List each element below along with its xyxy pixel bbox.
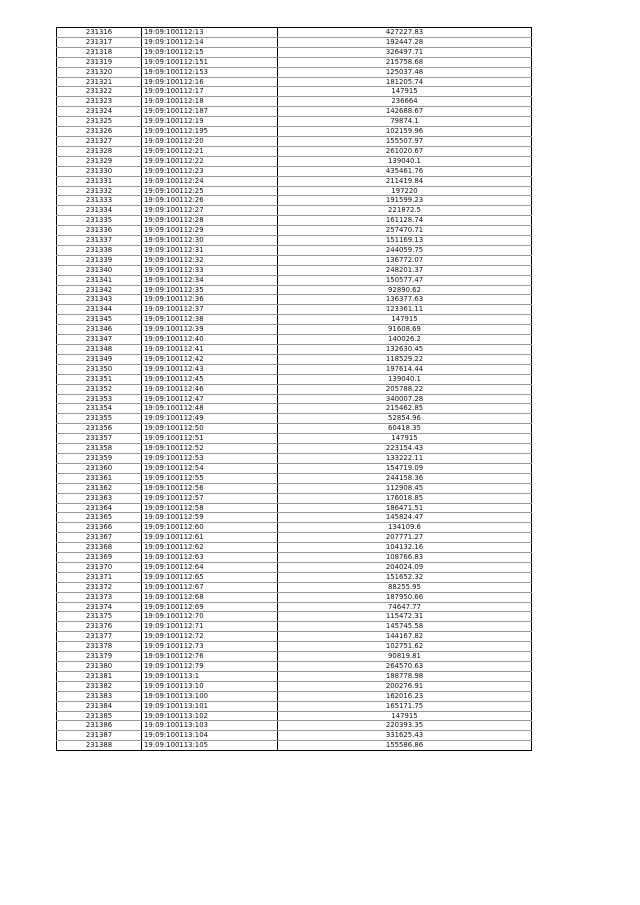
value-cell: 140026.2 <box>278 335 532 345</box>
table-row <box>57 374 532 384</box>
row-number-cell: 231355 <box>57 414 142 424</box>
value-cell: 144167.82 <box>278 632 532 642</box>
table-row <box>57 87 532 97</box>
table-row <box>57 57 532 67</box>
value-cell: 248201.37 <box>278 265 532 275</box>
table-row <box>57 493 532 503</box>
cadastral-number-cell: 19:09:100113:1 <box>142 671 278 681</box>
value-cell: 223154.43 <box>278 444 532 454</box>
cadastral-number-cell: 19:09:100112:72 <box>142 632 278 642</box>
value-cell: 191599.23 <box>278 196 532 206</box>
row-number-cell: 231341 <box>57 275 142 285</box>
table-row <box>57 166 532 176</box>
table-row <box>57 533 532 543</box>
table-row <box>57 216 532 226</box>
table-row <box>57 434 532 444</box>
table-row <box>57 632 532 642</box>
row-number-cell: 231322 <box>57 87 142 97</box>
table-row <box>57 265 532 275</box>
table-row <box>57 483 532 493</box>
row-number-cell: 231334 <box>57 206 142 216</box>
row-number-cell: 231336 <box>57 226 142 236</box>
value-cell: 151652.32 <box>278 572 532 582</box>
value-cell: 139040.1 <box>278 374 532 384</box>
row-number-cell: 231344 <box>57 305 142 315</box>
cadastral-number-cell: 19:09:100112:62 <box>142 543 278 553</box>
value-cell: 162016.23 <box>278 691 532 701</box>
cadastral-number-cell: 19:09:100112:67 <box>142 582 278 592</box>
data-table <box>56 27 532 751</box>
value-cell: 151169.13 <box>278 236 532 246</box>
row-number-cell: 231381 <box>57 671 142 681</box>
row-number-cell: 231320 <box>57 67 142 77</box>
row-number-cell: 231362 <box>57 483 142 493</box>
value-cell: 331625.43 <box>278 731 532 741</box>
row-number-cell: 231323 <box>57 97 142 107</box>
value-cell: 147915 <box>278 315 532 325</box>
cadastral-number-cell: 19:09:100112:19 <box>142 117 278 127</box>
cadastral-number-cell: 19:09:100112:43 <box>142 364 278 374</box>
value-cell: 102159.96 <box>278 127 532 137</box>
table-row <box>57 572 532 582</box>
cadastral-number-cell: 19:09:100112:46 <box>142 384 278 394</box>
cadastral-number-cell: 19:09:100112:42 <box>142 354 278 364</box>
cadastral-number-cell: 19:09:100112:33 <box>142 265 278 275</box>
table-row <box>57 236 532 246</box>
cadastral-number-cell: 19:09:100112:29 <box>142 226 278 236</box>
table-row <box>57 543 532 553</box>
value-cell: 142688.67 <box>278 107 532 117</box>
cadastral-number-cell: 19:09:100112:79 <box>142 662 278 672</box>
value-cell: 435461.76 <box>278 166 532 176</box>
row-number-cell: 231350 <box>57 364 142 374</box>
value-cell: 79874.1 <box>278 117 532 127</box>
cadastral-number-cell: 19:09:100112:55 <box>142 473 278 483</box>
table-row <box>57 384 532 394</box>
table-row <box>57 503 532 513</box>
cadastral-number-cell: 19:09:100113:103 <box>142 721 278 731</box>
table-row <box>57 553 532 563</box>
row-number-cell: 231340 <box>57 265 142 275</box>
row-number-cell: 231372 <box>57 582 142 592</box>
cadastral-number-cell: 19:09:100113:104 <box>142 731 278 741</box>
row-number-cell: 231359 <box>57 453 142 463</box>
value-cell: 261020.67 <box>278 146 532 156</box>
value-cell: 136377.63 <box>278 295 532 305</box>
row-number-cell: 231329 <box>57 156 142 166</box>
table-row <box>57 325 532 335</box>
table-row <box>57 285 532 295</box>
row-number-cell: 231387 <box>57 731 142 741</box>
row-number-cell: 231373 <box>57 592 142 602</box>
row-number-cell: 231345 <box>57 315 142 325</box>
cadastral-number-cell: 19:09:100112:18 <box>142 97 278 107</box>
value-cell: 145745.58 <box>278 622 532 632</box>
cadastral-number-cell: 19:09:100112:71 <box>142 622 278 632</box>
table-row <box>57 295 532 305</box>
table-row <box>57 226 532 236</box>
table-row <box>57 691 532 701</box>
row-number-cell: 231335 <box>57 216 142 226</box>
table-row <box>57 47 532 57</box>
row-number-cell: 231324 <box>57 107 142 117</box>
cadastral-number-cell: 19:09:100112:41 <box>142 345 278 355</box>
row-number-cell: 231349 <box>57 354 142 364</box>
value-cell: 125037.48 <box>278 67 532 77</box>
cadastral-number-cell: 19:09:100112:34 <box>142 275 278 285</box>
value-cell: 176018.85 <box>278 493 532 503</box>
row-number-cell: 231379 <box>57 652 142 662</box>
row-number-cell: 231369 <box>57 553 142 563</box>
value-cell: 181205.74 <box>278 77 532 87</box>
row-number-cell: 231378 <box>57 642 142 652</box>
table-row <box>57 562 532 572</box>
table-row <box>57 117 532 127</box>
value-cell: 236664 <box>278 97 532 107</box>
row-number-cell: 231364 <box>57 503 142 513</box>
table-row <box>57 77 532 87</box>
table-row <box>57 97 532 107</box>
cadastral-number-cell: 19:09:100112:187 <box>142 107 278 117</box>
table-row <box>57 127 532 137</box>
value-cell: 187950.66 <box>278 592 532 602</box>
cadastral-number-cell: 19:09:100112:36 <box>142 295 278 305</box>
row-number-cell: 231346 <box>57 325 142 335</box>
row-number-cell: 231342 <box>57 285 142 295</box>
row-number-cell: 231332 <box>57 186 142 196</box>
cadastral-number-cell: 19:09:100113:102 <box>142 711 278 721</box>
value-cell: 221872.5 <box>278 206 532 216</box>
table-row <box>57 513 532 523</box>
value-cell: 188778.98 <box>278 671 532 681</box>
value-cell: 161128.74 <box>278 216 532 226</box>
cadastral-number-cell: 19:09:100112:76 <box>142 652 278 662</box>
value-cell: 257470.71 <box>278 226 532 236</box>
cadastral-number-cell: 19:09:100112:28 <box>142 216 278 226</box>
value-cell: 200276.91 <box>278 681 532 691</box>
cadastral-number-cell: 19:09:100112:40 <box>142 335 278 345</box>
table-row <box>57 67 532 77</box>
row-number-cell: 231328 <box>57 146 142 156</box>
table-row <box>57 681 532 691</box>
cadastral-number-cell: 19:09:100112:153 <box>142 67 278 77</box>
value-cell: 165171.75 <box>278 701 532 711</box>
table-row <box>57 622 532 632</box>
table-row <box>57 444 532 454</box>
table-row <box>57 186 532 196</box>
cadastral-number-cell: 19:09:100113:100 <box>142 691 278 701</box>
value-cell: 427227.83 <box>278 28 532 38</box>
row-number-cell: 231333 <box>57 196 142 206</box>
cadastral-number-cell: 19:09:100112:22 <box>142 156 278 166</box>
row-number-cell: 231318 <box>57 47 142 57</box>
cadastral-number-cell: 19:09:100112:24 <box>142 176 278 186</box>
row-number-cell: 231370 <box>57 562 142 572</box>
table-row <box>57 315 532 325</box>
row-number-cell: 231383 <box>57 691 142 701</box>
cadastral-number-cell: 19:09:100112:15 <box>142 47 278 57</box>
value-cell: 147915 <box>278 434 532 444</box>
table-row <box>57 345 532 355</box>
row-number-cell: 231321 <box>57 77 142 87</box>
value-cell: 215462.85 <box>278 404 532 414</box>
row-number-cell: 231319 <box>57 57 142 67</box>
table-body <box>57 28 532 751</box>
table-row <box>57 364 532 374</box>
row-number-cell: 231357 <box>57 434 142 444</box>
value-cell: 74647.77 <box>278 602 532 612</box>
row-number-cell: 231347 <box>57 335 142 345</box>
value-cell: 104132.16 <box>278 543 532 553</box>
cadastral-number-cell: 19:09:100112:13 <box>142 28 278 38</box>
value-cell: 211419.84 <box>278 176 532 186</box>
value-cell: 155586.86 <box>278 741 532 751</box>
row-number-cell: 231356 <box>57 424 142 434</box>
value-cell: 197614.44 <box>278 364 532 374</box>
table-row <box>57 612 532 622</box>
row-number-cell: 231331 <box>57 176 142 186</box>
table-row <box>57 711 532 721</box>
value-cell: 204024.09 <box>278 562 532 572</box>
value-cell: 133222.11 <box>278 453 532 463</box>
cadastral-number-cell: 19:09:100112:53 <box>142 453 278 463</box>
row-number-cell: 231316 <box>57 28 142 38</box>
cadastral-number-cell: 19:09:100112:17 <box>142 87 278 97</box>
row-number-cell: 231375 <box>57 612 142 622</box>
cadastral-number-cell: 19:09:100112:25 <box>142 186 278 196</box>
table-row <box>57 463 532 473</box>
row-number-cell: 231339 <box>57 255 142 265</box>
row-number-cell: 231337 <box>57 236 142 246</box>
cadastral-number-cell: 19:09:100112:69 <box>142 602 278 612</box>
row-number-cell: 231317 <box>57 37 142 47</box>
value-cell: 326497.71 <box>278 47 532 57</box>
value-cell: 123361.11 <box>278 305 532 315</box>
value-cell: 90819.81 <box>278 652 532 662</box>
table-row <box>57 176 532 186</box>
cadastral-number-cell: 19:09:100112:54 <box>142 463 278 473</box>
cadastral-number-cell: 19:09:100112:14 <box>142 37 278 47</box>
value-cell: 60418.35 <box>278 424 532 434</box>
cadastral-number-cell: 19:09:100112:38 <box>142 315 278 325</box>
row-number-cell: 231354 <box>57 404 142 414</box>
row-number-cell: 231358 <box>57 444 142 454</box>
table-row <box>57 28 532 38</box>
cadastral-number-cell: 19:09:100113:101 <box>142 701 278 711</box>
value-cell: 91608.69 <box>278 325 532 335</box>
value-cell: 112908.45 <box>278 483 532 493</box>
table-row <box>57 107 532 117</box>
row-number-cell: 231380 <box>57 662 142 672</box>
cadastral-number-cell: 19:09:100112:60 <box>142 523 278 533</box>
value-cell: 52854.96 <box>278 414 532 424</box>
row-number-cell: 231343 <box>57 295 142 305</box>
row-number-cell: 231365 <box>57 513 142 523</box>
row-number-cell: 231371 <box>57 572 142 582</box>
cadastral-number-cell: 19:09:100112:58 <box>142 503 278 513</box>
cadastral-number-cell: 19:09:100112:23 <box>142 166 278 176</box>
table-row <box>57 156 532 166</box>
table-row <box>57 424 532 434</box>
cadastral-number-cell: 19:09:100112:56 <box>142 483 278 493</box>
cadastral-number-cell: 19:09:100112:64 <box>142 562 278 572</box>
value-cell: 244059.75 <box>278 245 532 255</box>
cadastral-number-cell: 19:09:100112:31 <box>142 245 278 255</box>
value-cell: 154719.09 <box>278 463 532 473</box>
value-cell: 118529.22 <box>278 354 532 364</box>
cadastral-number-cell: 19:09:100113:105 <box>142 741 278 751</box>
cadastral-number-cell: 19:09:100112:52 <box>142 444 278 454</box>
table-row <box>57 305 532 315</box>
table-row <box>57 146 532 156</box>
table-row <box>57 275 532 285</box>
value-cell: 145824.47 <box>278 513 532 523</box>
table-row <box>57 453 532 463</box>
row-number-cell: 231338 <box>57 245 142 255</box>
cadastral-number-cell: 19:09:100112:26 <box>142 196 278 206</box>
row-number-cell: 231367 <box>57 533 142 543</box>
value-cell: 244158.36 <box>278 473 532 483</box>
value-cell: 88255.95 <box>278 582 532 592</box>
cadastral-number-cell: 19:09:100112:65 <box>142 572 278 582</box>
cadastral-number-cell: 19:09:100112:68 <box>142 592 278 602</box>
table-row <box>57 602 532 612</box>
value-cell: 102751.62 <box>278 642 532 652</box>
row-number-cell: 231382 <box>57 681 142 691</box>
cadastral-number-cell: 19:09:100112:45 <box>142 374 278 384</box>
table-row <box>57 731 532 741</box>
value-cell: 264570.63 <box>278 662 532 672</box>
table-row <box>57 523 532 533</box>
value-cell: 108766.83 <box>278 553 532 563</box>
value-cell: 115472.31 <box>278 612 532 622</box>
cadastral-number-cell: 19:09:100112:151 <box>142 57 278 67</box>
row-number-cell: 231385 <box>57 711 142 721</box>
row-number-cell: 231330 <box>57 166 142 176</box>
table-row <box>57 196 532 206</box>
value-cell: 134109.6 <box>278 523 532 533</box>
table-row <box>57 671 532 681</box>
value-cell: 207771.27 <box>278 533 532 543</box>
row-number-cell: 231326 <box>57 127 142 137</box>
cadastral-number-cell: 19:09:100112:39 <box>142 325 278 335</box>
value-cell: 136772.07 <box>278 255 532 265</box>
table-row <box>57 582 532 592</box>
cadastral-number-cell: 19:09:100112:27 <box>142 206 278 216</box>
cadastral-number-cell: 19:09:100112:73 <box>142 642 278 652</box>
value-cell: 215758.68 <box>278 57 532 67</box>
cadastral-number-cell: 19:09:100112:47 <box>142 394 278 404</box>
table-row <box>57 662 532 672</box>
cadastral-number-cell: 19:09:100112:37 <box>142 305 278 315</box>
value-cell: 139040.1 <box>278 156 532 166</box>
row-number-cell: 231361 <box>57 473 142 483</box>
cadastral-number-cell: 19:09:100112:63 <box>142 553 278 563</box>
row-number-cell: 231388 <box>57 741 142 751</box>
row-number-cell: 231384 <box>57 701 142 711</box>
value-cell: 205788.22 <box>278 384 532 394</box>
table-row <box>57 404 532 414</box>
value-cell: 340007.28 <box>278 394 532 404</box>
row-number-cell: 231377 <box>57 632 142 642</box>
cadastral-number-cell: 19:09:100112:61 <box>142 533 278 543</box>
table-row <box>57 206 532 216</box>
cadastral-number-cell: 19:09:100112:195 <box>142 127 278 137</box>
table-row <box>57 701 532 711</box>
cadastral-number-cell: 19:09:100112:48 <box>142 404 278 414</box>
cadastral-number-cell: 19:09:100113:10 <box>142 681 278 691</box>
table-row <box>57 414 532 424</box>
cadastral-number-cell: 19:09:100112:49 <box>142 414 278 424</box>
table-row <box>57 652 532 662</box>
row-number-cell: 231366 <box>57 523 142 533</box>
cadastral-number-cell: 19:09:100112:16 <box>142 77 278 87</box>
table-row <box>57 136 532 146</box>
value-cell: 150577.47 <box>278 275 532 285</box>
cadastral-number-cell: 19:09:100112:50 <box>142 424 278 434</box>
value-cell: 197220 <box>278 186 532 196</box>
row-number-cell: 231325 <box>57 117 142 127</box>
table-row <box>57 721 532 731</box>
cadastral-number-cell: 19:09:100112:30 <box>142 236 278 246</box>
cadastral-number-cell: 19:09:100112:20 <box>142 136 278 146</box>
table-row <box>57 592 532 602</box>
row-number-cell: 231327 <box>57 136 142 146</box>
row-number-cell: 231368 <box>57 543 142 553</box>
value-cell: 192447.28 <box>278 37 532 47</box>
row-number-cell: 231351 <box>57 374 142 384</box>
table-row <box>57 642 532 652</box>
row-number-cell: 231352 <box>57 384 142 394</box>
table-row <box>57 255 532 265</box>
table-row <box>57 354 532 364</box>
cadastral-number-cell: 19:09:100112:35 <box>142 285 278 295</box>
table-row <box>57 741 532 751</box>
cadastral-number-cell: 19:09:100112:59 <box>142 513 278 523</box>
cadastral-number-cell: 19:09:100112:21 <box>142 146 278 156</box>
value-cell: 92890.62 <box>278 285 532 295</box>
table-row <box>57 394 532 404</box>
row-number-cell: 231360 <box>57 463 142 473</box>
row-number-cell: 231386 <box>57 721 142 731</box>
value-cell: 147915 <box>278 87 532 97</box>
table-row <box>57 37 532 47</box>
row-number-cell: 231353 <box>57 394 142 404</box>
value-cell: 186471.51 <box>278 503 532 513</box>
value-cell: 132630.45 <box>278 345 532 355</box>
value-cell: 155507.97 <box>278 136 532 146</box>
row-number-cell: 231348 <box>57 345 142 355</box>
cadastral-number-cell: 19:09:100112:51 <box>142 434 278 444</box>
row-number-cell: 231376 <box>57 622 142 632</box>
value-cell: 220393.35 <box>278 721 532 731</box>
table-row <box>57 245 532 255</box>
value-cell: 147915 <box>278 711 532 721</box>
table-row <box>57 473 532 483</box>
cadastral-number-cell: 19:09:100112:70 <box>142 612 278 622</box>
row-number-cell: 231374 <box>57 602 142 612</box>
cadastral-number-cell: 19:09:100112:32 <box>142 255 278 265</box>
row-number-cell: 231363 <box>57 493 142 503</box>
table-row <box>57 335 532 345</box>
cadastral-number-cell: 19:09:100112:57 <box>142 493 278 503</box>
